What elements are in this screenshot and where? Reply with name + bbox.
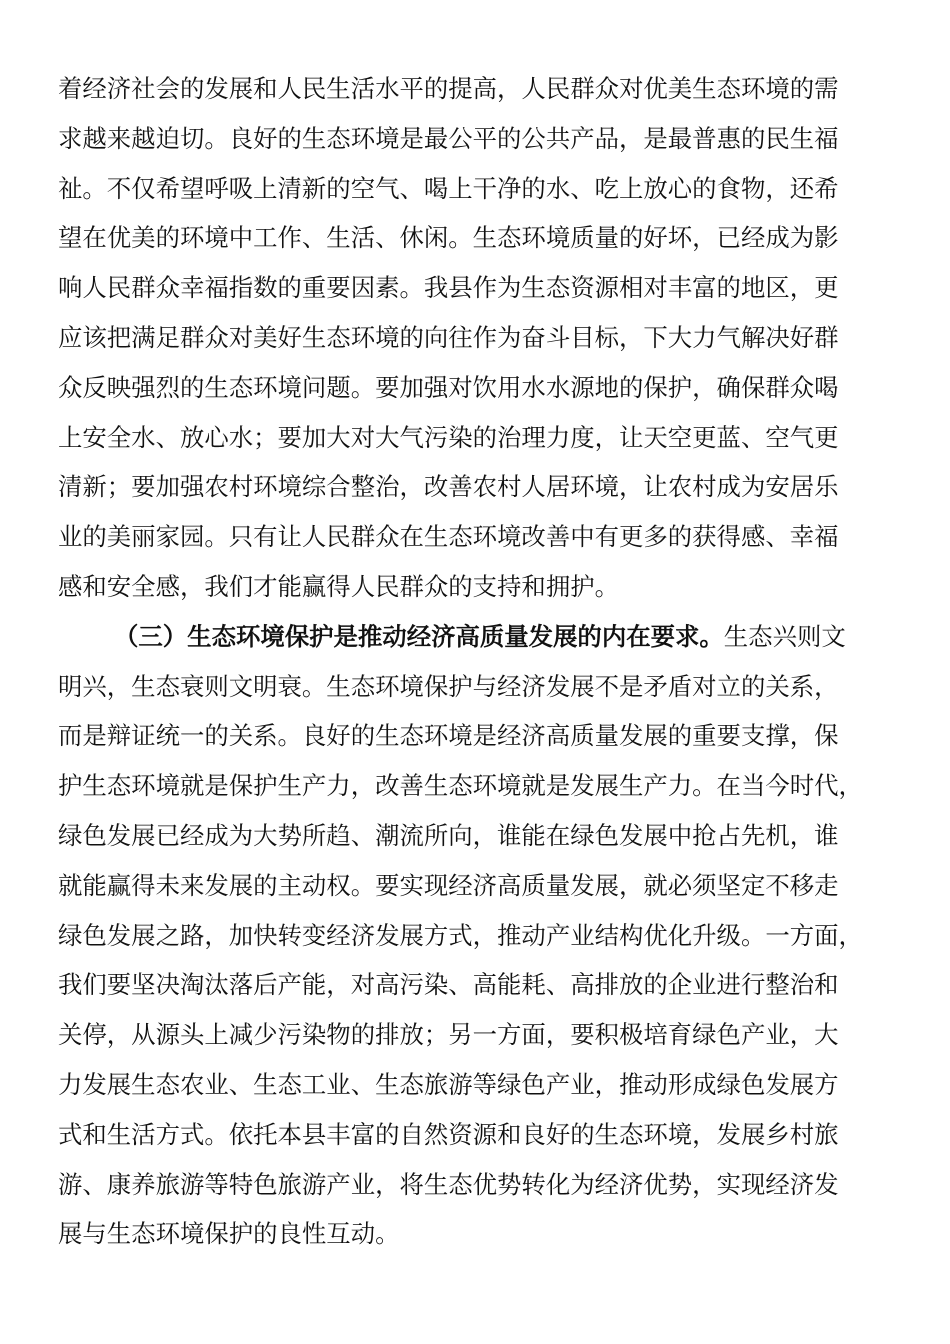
section-heading: （三）生态环境保护是推动经济高质量发展的内在要求。 xyxy=(114,621,724,651)
text-line: 感和安全感，我们才能赢得人民群众的支持和拥护。 xyxy=(58,571,619,601)
text-line: 而是辩证统一的关系。良好的生态环境是经济高质量发展的重要支撑，保 xyxy=(58,721,839,751)
text-line: 明兴，生态衰则文明衰。生态环境保护与经济发展不是矛盾对立的关系， xyxy=(58,671,839,701)
text-line: 我们要坚决淘汰落后产能，对高污染、高能耗、高排放的企业进行整治和 xyxy=(58,970,839,1000)
text-line: 游、康养旅游等特色旅游产业，将生态优势转化为经济优势，实现经济发 xyxy=(58,1169,839,1199)
document-page xyxy=(58,64,892,1259)
text-line: 上安全水、放心水；要加大对大气污染的治理力度，让天空更蓝、空气更 xyxy=(58,422,839,452)
text-line: 祉。不仅希望呼吸上清新的空气、喝上干净的水、吃上放心的食物，还希 xyxy=(58,173,839,203)
text-line: 响人民群众幸福指数的重要因素。我县作为生态资源相对丰富的地区，更 xyxy=(58,273,839,303)
text-line: 业的美丽家园。只有让人民群众在生态环境改善中有更多的获得感、幸福 xyxy=(58,522,839,552)
text-line: 绿色发展已经成为大势所趋、潮流所向，谁能在绿色发展中抢占先机，谁 xyxy=(58,820,839,850)
heading-line-rest: 生态兴则文 xyxy=(723,621,846,651)
paragraph-2 xyxy=(58,612,892,1259)
text-line: 应该把满足群众对美好生态环境的向往作为奋斗目标，下大力气解决好群 xyxy=(58,322,839,352)
text-line: 护生态环境就是保护生产力，改善生态环境就是发展生产力。在当今时代， xyxy=(58,771,863,801)
text-line: 望在优美的环境中工作、生活、休闲。生态环境质量的好坏，已经成为影 xyxy=(58,223,839,253)
text-line: 就能赢得未来发展的主动权。要实现经济高质量发展，就必须坚定不移走 xyxy=(58,870,839,900)
text-line: 着经济社会的发展和人民生活水平的提高，人民群众对优美生态环境的需 xyxy=(58,74,839,103)
text-line: 求越来越迫切。良好的生态环境是最公平的公共产品，是最普惠的民生福 xyxy=(58,123,839,153)
text-line: 清新；要加强农村环境综合整治，改善农村人居环境，让农村成为安居乐 xyxy=(58,472,839,502)
text-line: 力发展生态农业、生态工业、生态旅游等绿色产业，推动形成绿色发展方 xyxy=(58,1069,839,1099)
text-line: 众反映强烈的生态环境问题。要加强对饮用水水源地的保护，确保群众喝 xyxy=(58,372,839,402)
text-line: 关停，从源头上减少污染物的排放；另一方面，要积极培育绿色产业，大 xyxy=(58,1020,839,1050)
text-line: 式和生活方式。依托本县丰富的自然资源和良好的生态环境，发展乡村旅 xyxy=(58,1119,839,1149)
text-line: 展与生态环境保护的良性互动。 xyxy=(58,1219,400,1249)
text-line-heading xyxy=(58,612,892,662)
text-line: 绿色发展之路，加快转变经济发展方式，推动产业结构优化升级。一方面， xyxy=(58,920,863,950)
paragraph-1 xyxy=(58,64,892,612)
